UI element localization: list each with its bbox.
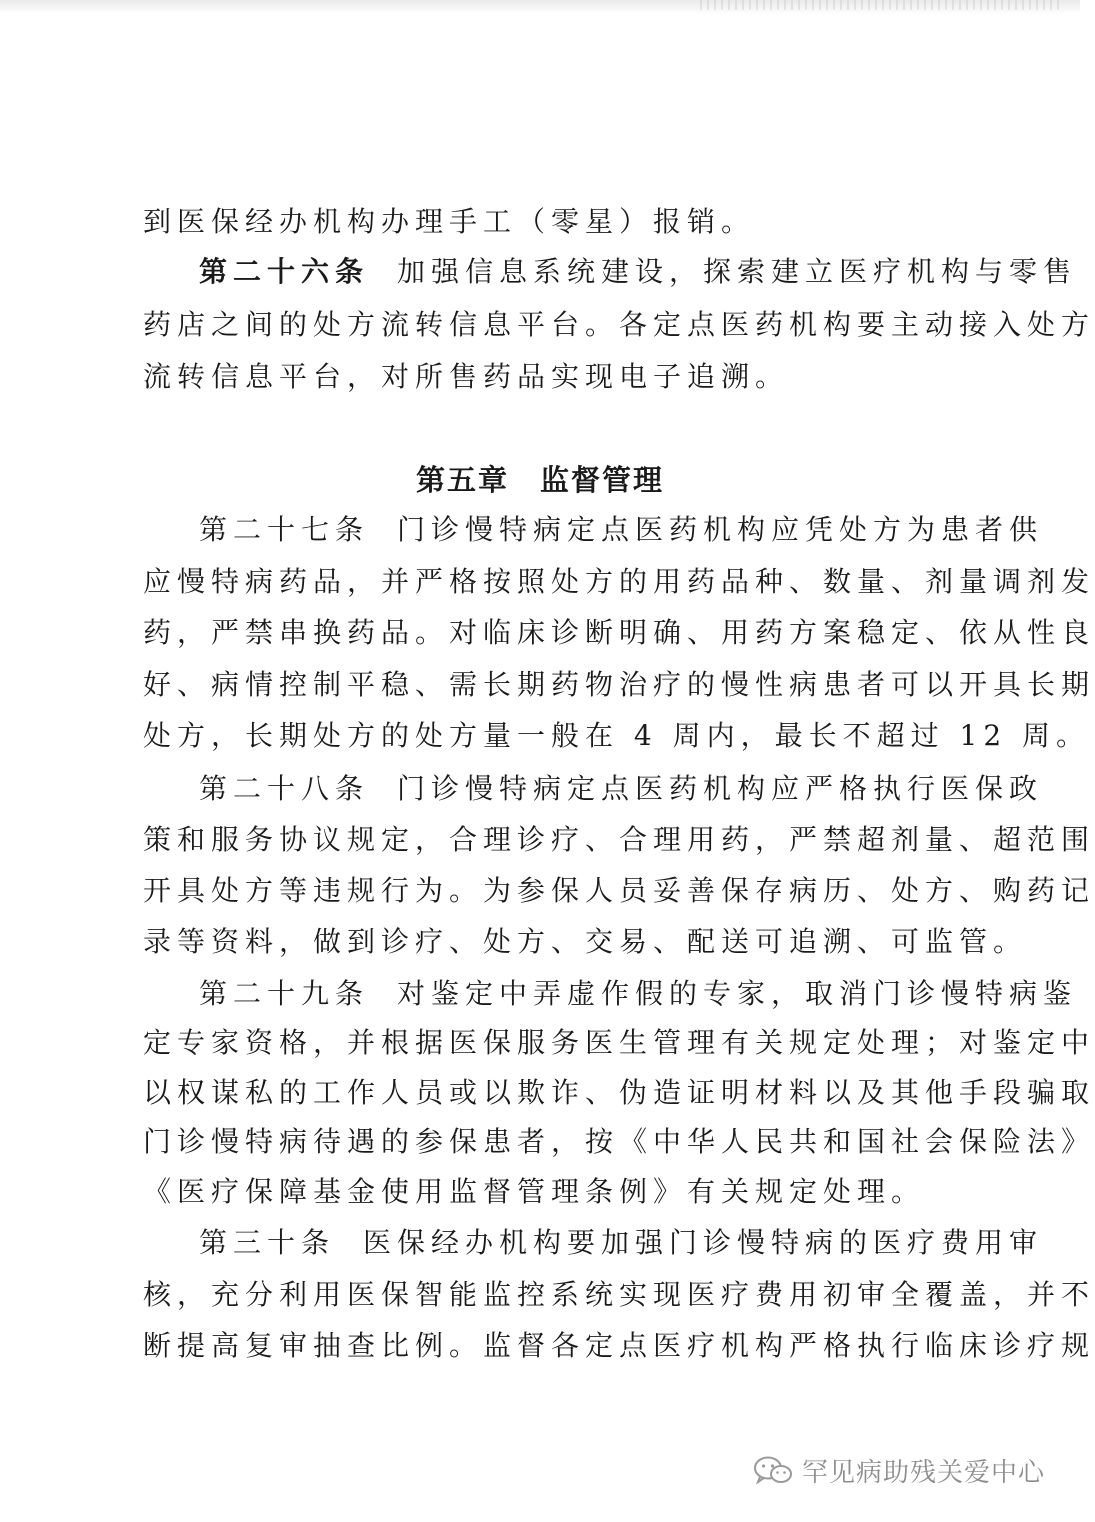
article-27: 第二十七条 门诊慢特病定点医药机构应凭处方为患者供 [199,513,1044,546]
text-line: 核，充分利用医保智能监控系统实现医疗费用初审全覆盖，并不 [143,1278,1095,1311]
wechat-icon [752,1455,794,1485]
text-line: 处方，长期处方的处方量一般在 4 周内，最长不超过 12 周。 [143,719,1091,752]
text-line: 策和服务协议规定，合理诊疗、合理用药，严禁超剂量、超范围 [143,823,1095,856]
text-line: 药，严禁串换药品。对临床诊断明确、用药方案稳定、依从性良 [143,616,1095,649]
article-heading: 第二十八条 [199,772,370,805]
text-line: 流转信息平台，对所售药品实现电子追溯。 [143,360,790,393]
text-line: 开具处方等违规行为。为参保人员妥善保存病历、处方、购药记 [143,874,1095,907]
article-28: 第二十八条 门诊慢特病定点医药机构应严格执行医保政 [199,772,1044,805]
text-line: 《医疗保障基金使用监督管理条例》有关规定处理。 [143,1175,926,1208]
text-line: 门诊慢特病待遇的参保患者，按《中华人民共和国社会保险法》 [143,1125,1095,1158]
chapter-title: 第五章 监督管理 [415,463,664,497]
article-29: 第二十九条 对鉴定中弄虚作假的专家，取消门诊慢特病鉴 [199,977,1078,1010]
article-heading: 第二十六条 [199,255,370,288]
article-heading: 第三十条 [199,1226,336,1259]
scan-artifact [700,0,1060,10]
article-heading: 第二十七条 [199,513,370,546]
text-line: 到医保经办机构办理手工（零星）报销。 [143,205,756,238]
text-line: 断提高复审抽查比例。监督各定点医疗机构严格执行临床诊疗规 [143,1329,1095,1362]
text-line: 以权谋私的工作人员或以欺诈、伪造证明材料以及其他手段骗取 [143,1076,1095,1109]
article-heading: 第二十九条 [199,977,370,1010]
text-line: 药店之间的处方流转信息平台。各定点医药机构要主动接入处方 [143,308,1095,341]
watermark [752,1450,1045,1490]
text-line: 定专家资格，并根据医保服务医生管理有关规定处理；对鉴定中 [143,1026,1095,1059]
text-line: 录等资料，做到诊疗、处方、交易、配送可追溯、可监管。 [143,925,1028,958]
watermark-text: 罕见病助残关爱中心 [802,1457,1046,1488]
article-30: 第三十条 医保经办机构要加强门诊慢特病的医疗费用审 [199,1226,1044,1259]
article-26: 第二十六条 加强信息系统建设，探索建立医疗机构与零售 [199,255,1078,288]
text-line: 好、病情控制平稳、需长期药物治疗的慢性病患者可以开具长期 [143,668,1095,701]
text-line: 应慢特病药品，并严格按照处方的用药品种、数量、剂量调剂发 [143,565,1095,598]
